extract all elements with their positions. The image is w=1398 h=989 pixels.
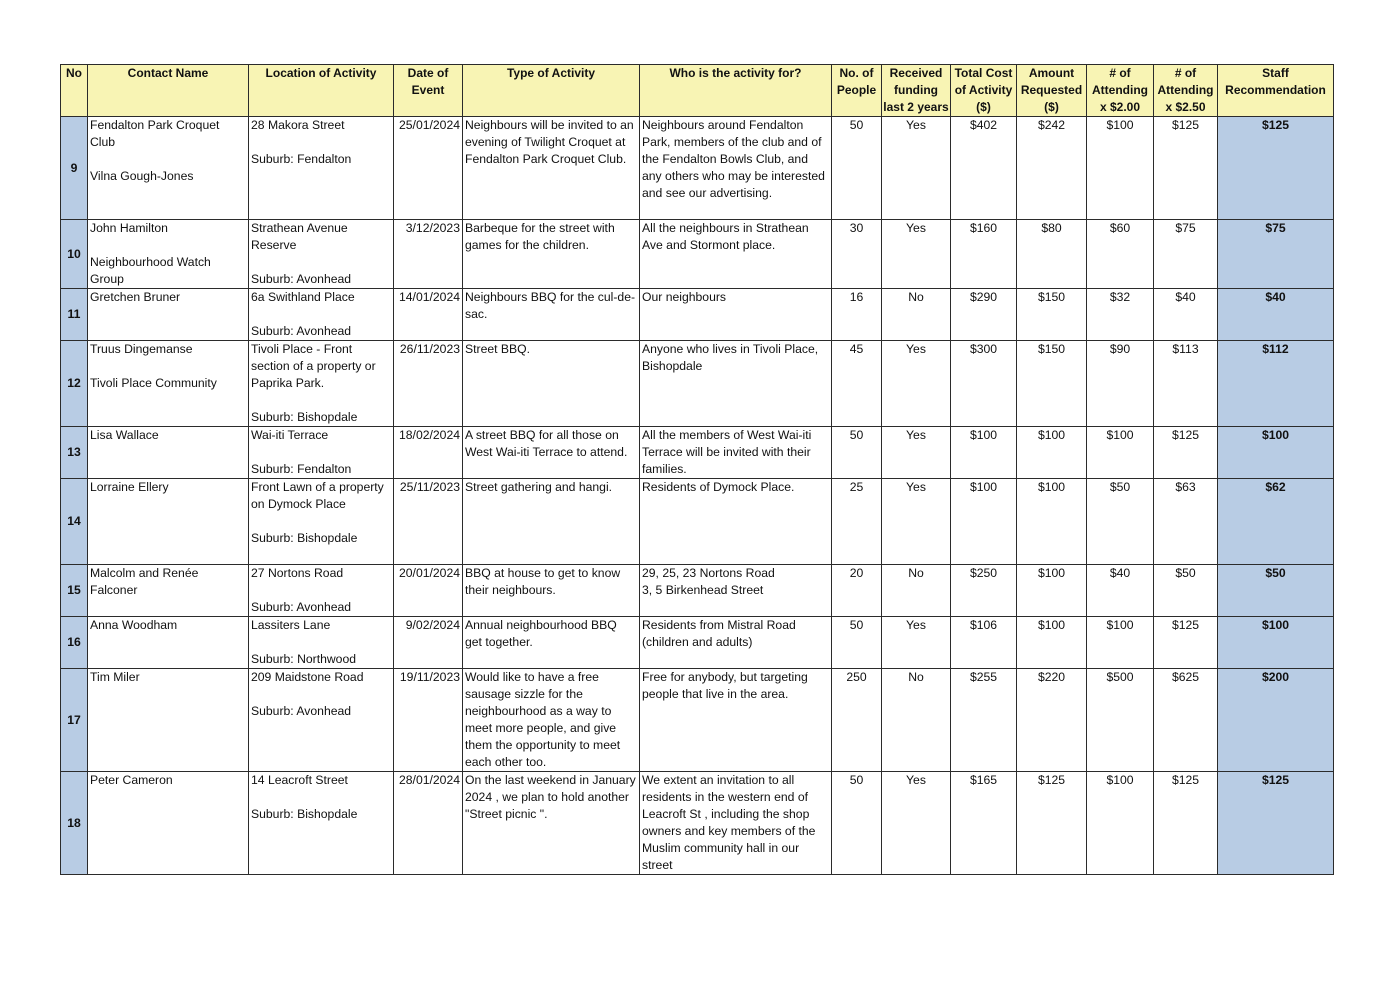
staff-recommendation: $200 [1218, 669, 1334, 772]
staff-recommendation: $100 [1218, 617, 1334, 669]
funding-received: Yes [882, 341, 951, 427]
total-cost: $255 [951, 669, 1017, 772]
attending-200: $60 [1087, 220, 1154, 289]
activity-type: Annual neighbourhood BBQ get together. [463, 617, 640, 669]
header-contact-name: Contact Name [88, 65, 249, 117]
row-number: 14 [61, 479, 88, 565]
row-number: 15 [61, 565, 88, 617]
staff-recommendation: $125 [1218, 117, 1334, 220]
attending-200: $90 [1087, 341, 1154, 427]
contact-name: Gretchen Bruner [88, 289, 249, 341]
total-cost: $160 [951, 220, 1017, 289]
table-row [61, 117, 1334, 220]
header-who: Who is the activity for? [640, 65, 832, 117]
attending-200: $50 [1087, 479, 1154, 565]
attending-250: $75 [1154, 220, 1218, 289]
header-amount-requested: Amount Requested ($) [1017, 65, 1087, 117]
funding-received: No [882, 565, 951, 617]
staff-recommendation: $100 [1218, 427, 1334, 479]
activity-type: A street BBQ for all those on West Wai-iti Terrace to attend. [463, 427, 640, 479]
contact-name: Lorraine Ellery [88, 479, 249, 565]
location: 14 Leacroft Street Suburb: Bishopdale [249, 772, 394, 875]
row-number: 11 [61, 289, 88, 341]
header-date: Date of Event [394, 65, 463, 117]
header-people: No. of People [832, 65, 882, 117]
attending-250: $125 [1154, 617, 1218, 669]
attending-250: $40 [1154, 289, 1218, 341]
staff-recommendation: $62 [1218, 479, 1334, 565]
total-cost: $100 [951, 479, 1017, 565]
table-row [61, 479, 1334, 565]
row-number: 9 [61, 117, 88, 220]
row-number: 12 [61, 341, 88, 427]
total-cost: $250 [951, 565, 1017, 617]
audience: Residents of Dymock Place. [640, 479, 832, 565]
amount-requested: $100 [1017, 617, 1087, 669]
total-cost: $106 [951, 617, 1017, 669]
total-cost: $100 [951, 427, 1017, 479]
activity-type: Would like to have a free sausage sizzle for the neighbourhood as a way to meet more people, and give them the opportunity to meet each other too. [463, 669, 640, 772]
event-date: 20/01/2024 [394, 565, 463, 617]
table-row [61, 289, 1334, 341]
funding-received: Yes [882, 772, 951, 875]
contact-name: John Hamilton Neighbourhood Watch Group [88, 220, 249, 289]
audience: All the members of West Wai-iti Terrace will be invited with their families. [640, 427, 832, 479]
people-count: 30 [832, 220, 882, 289]
attending-250: $63 [1154, 479, 1218, 565]
people-count: 16 [832, 289, 882, 341]
row-number: 17 [61, 669, 88, 772]
staff-recommendation: $40 [1218, 289, 1334, 341]
location: Lassiters Lane Suburb: Northwood [249, 617, 394, 669]
table-row [61, 220, 1334, 289]
header-staff-recommendation: Staff Recommendation [1218, 65, 1334, 117]
row-number: 10 [61, 220, 88, 289]
activity-type: Street BBQ. [463, 341, 640, 427]
people-count: 20 [832, 565, 882, 617]
table-row [61, 427, 1334, 479]
event-date: 19/11/2023 [394, 669, 463, 772]
funding-received: No [882, 289, 951, 341]
attending-250: $125 [1154, 772, 1218, 875]
location: Tivoli Place - Front section of a property or Paprika Park. Suburb: Bishopdale [249, 341, 394, 427]
header-type: Type of Activity [463, 65, 640, 117]
event-date: 25/01/2024 [394, 117, 463, 220]
table-row [61, 669, 1334, 772]
funding-received: No [882, 669, 951, 772]
funding-received: Yes [882, 479, 951, 565]
amount-requested: $100 [1017, 565, 1087, 617]
contact-name: Truus Dingemanse Tivoli Place Community [88, 341, 249, 427]
table-row [61, 341, 1334, 427]
attending-250: $125 [1154, 117, 1218, 220]
staff-recommendation: $125 [1218, 772, 1334, 875]
activity-type: Neighbours will be invited to an evening of Twilight Croquet at Fendalton Park Croquet Club. [463, 117, 640, 220]
people-count: 25 [832, 479, 882, 565]
event-date: 26/11/2023 [394, 341, 463, 427]
audience: Neighbours around Fendalton Park, members of the club and of the Fendalton Bowls Club, and any others who may be interested and see our advertising. [640, 117, 832, 220]
attending-250: $50 [1154, 565, 1218, 617]
attending-200: $100 [1087, 772, 1154, 875]
header-total-cost: Total Cost of Activity ($) [951, 65, 1017, 117]
contact-name: Peter Cameron [88, 772, 249, 875]
activity-type: On the last weekend in January 2024 , we plan to hold another "Street picnic ". [463, 772, 640, 875]
audience: Free for anybody, but targeting people that live in the area. [640, 669, 832, 772]
audience: Anyone who lives in Tivoli Place, Bishopdale [640, 341, 832, 427]
funding-received: Yes [882, 220, 951, 289]
audience: All the neighbours in Strathean Ave and Stormont place. [640, 220, 832, 289]
location: 6a Swithland Place Suburb: Avonhead [249, 289, 394, 341]
activity-type: Street gathering and hangi. [463, 479, 640, 565]
table-row [61, 772, 1334, 875]
attending-200: $32 [1087, 289, 1154, 341]
header-attending-250: # of Attending x $2.50 [1154, 65, 1218, 117]
attending-200: $100 [1087, 117, 1154, 220]
people-count: 50 [832, 117, 882, 220]
location: Strathean Avenue Reserve Suburb: Avonhead [249, 220, 394, 289]
contact-name: Lisa Wallace [88, 427, 249, 479]
event-date: 28/01/2024 [394, 772, 463, 875]
activity-type: Neighbours BBQ for the cul-de-sac. [463, 289, 640, 341]
event-date: 18/02/2024 [394, 427, 463, 479]
table-row [61, 617, 1334, 669]
amount-requested: $100 [1017, 479, 1087, 565]
funding-received: Yes [882, 617, 951, 669]
amount-requested: $242 [1017, 117, 1087, 220]
total-cost: $165 [951, 772, 1017, 875]
people-count: 50 [832, 427, 882, 479]
attending-200: $100 [1087, 427, 1154, 479]
event-date: 14/01/2024 [394, 289, 463, 341]
location: Wai-iti Terrace Suburb: Fendalton [249, 427, 394, 479]
header-attending-200: # of Attending x $2.00 [1087, 65, 1154, 117]
attending-200: $100 [1087, 617, 1154, 669]
location: 28 Makora Street Suburb: Fendalton [249, 117, 394, 220]
funding-received: Yes [882, 427, 951, 479]
audience: 29, 25, 23 Nortons Road 3, 5 Birkenhead Street [640, 565, 832, 617]
total-cost: $300 [951, 341, 1017, 427]
header-no: No [61, 65, 88, 117]
amount-requested: $100 [1017, 427, 1087, 479]
event-date: 25/11/2023 [394, 479, 463, 565]
header-funded: Received funding last 2 years [882, 65, 951, 117]
row-number: 16 [61, 617, 88, 669]
row-number: 13 [61, 427, 88, 479]
funding-table [60, 64, 1334, 875]
amount-requested: $150 [1017, 289, 1087, 341]
people-count: 45 [832, 341, 882, 427]
audience: Residents from Mistral Road (children and adults) [640, 617, 832, 669]
attending-250: $625 [1154, 669, 1218, 772]
staff-recommendation: $75 [1218, 220, 1334, 289]
contact-name: Malcolm and Renée Falconer [88, 565, 249, 617]
amount-requested: $150 [1017, 341, 1087, 427]
row-number: 18 [61, 772, 88, 875]
people-count: 50 [832, 617, 882, 669]
header-location: Location of Activity [249, 65, 394, 117]
contact-name: Fendalton Park Croquet Club Vilna Gough-Jones [88, 117, 249, 220]
contact-name: Anna Woodham [88, 617, 249, 669]
table-row [61, 565, 1334, 617]
total-cost: $290 [951, 289, 1017, 341]
audience: We extent an invitation to all residents in the western end of Leacroft St , including the shop owners and key members of the Muslim community hall in our street [640, 772, 832, 875]
amount-requested: $80 [1017, 220, 1087, 289]
amount-requested: $125 [1017, 772, 1087, 875]
attending-250: $113 [1154, 341, 1218, 427]
funding-received: Yes [882, 117, 951, 220]
staff-recommendation: $112 [1218, 341, 1334, 427]
event-date: 3/12/2023 [394, 220, 463, 289]
amount-requested: $220 [1017, 669, 1087, 772]
location: Front Lawn of a property on Dymock Place Suburb: Bishopdale [249, 479, 394, 565]
activity-type: Barbeque for the street with games for the children. [463, 220, 640, 289]
location: 27 Nortons Road Suburb: Avonhead [249, 565, 394, 617]
attending-250: $125 [1154, 427, 1218, 479]
event-date: 9/02/2024 [394, 617, 463, 669]
header-row [61, 65, 1334, 117]
attending-200: $40 [1087, 565, 1154, 617]
total-cost: $402 [951, 117, 1017, 220]
contact-name: Tim Miler [88, 669, 249, 772]
attending-200: $500 [1087, 669, 1154, 772]
people-count: 250 [832, 669, 882, 772]
audience: Our neighbours [640, 289, 832, 341]
staff-recommendation: $50 [1218, 565, 1334, 617]
location: 209 Maidstone Road Suburb: Avonhead [249, 669, 394, 772]
activity-type: BBQ at house to get to know their neighbours. [463, 565, 640, 617]
people-count: 50 [832, 772, 882, 875]
